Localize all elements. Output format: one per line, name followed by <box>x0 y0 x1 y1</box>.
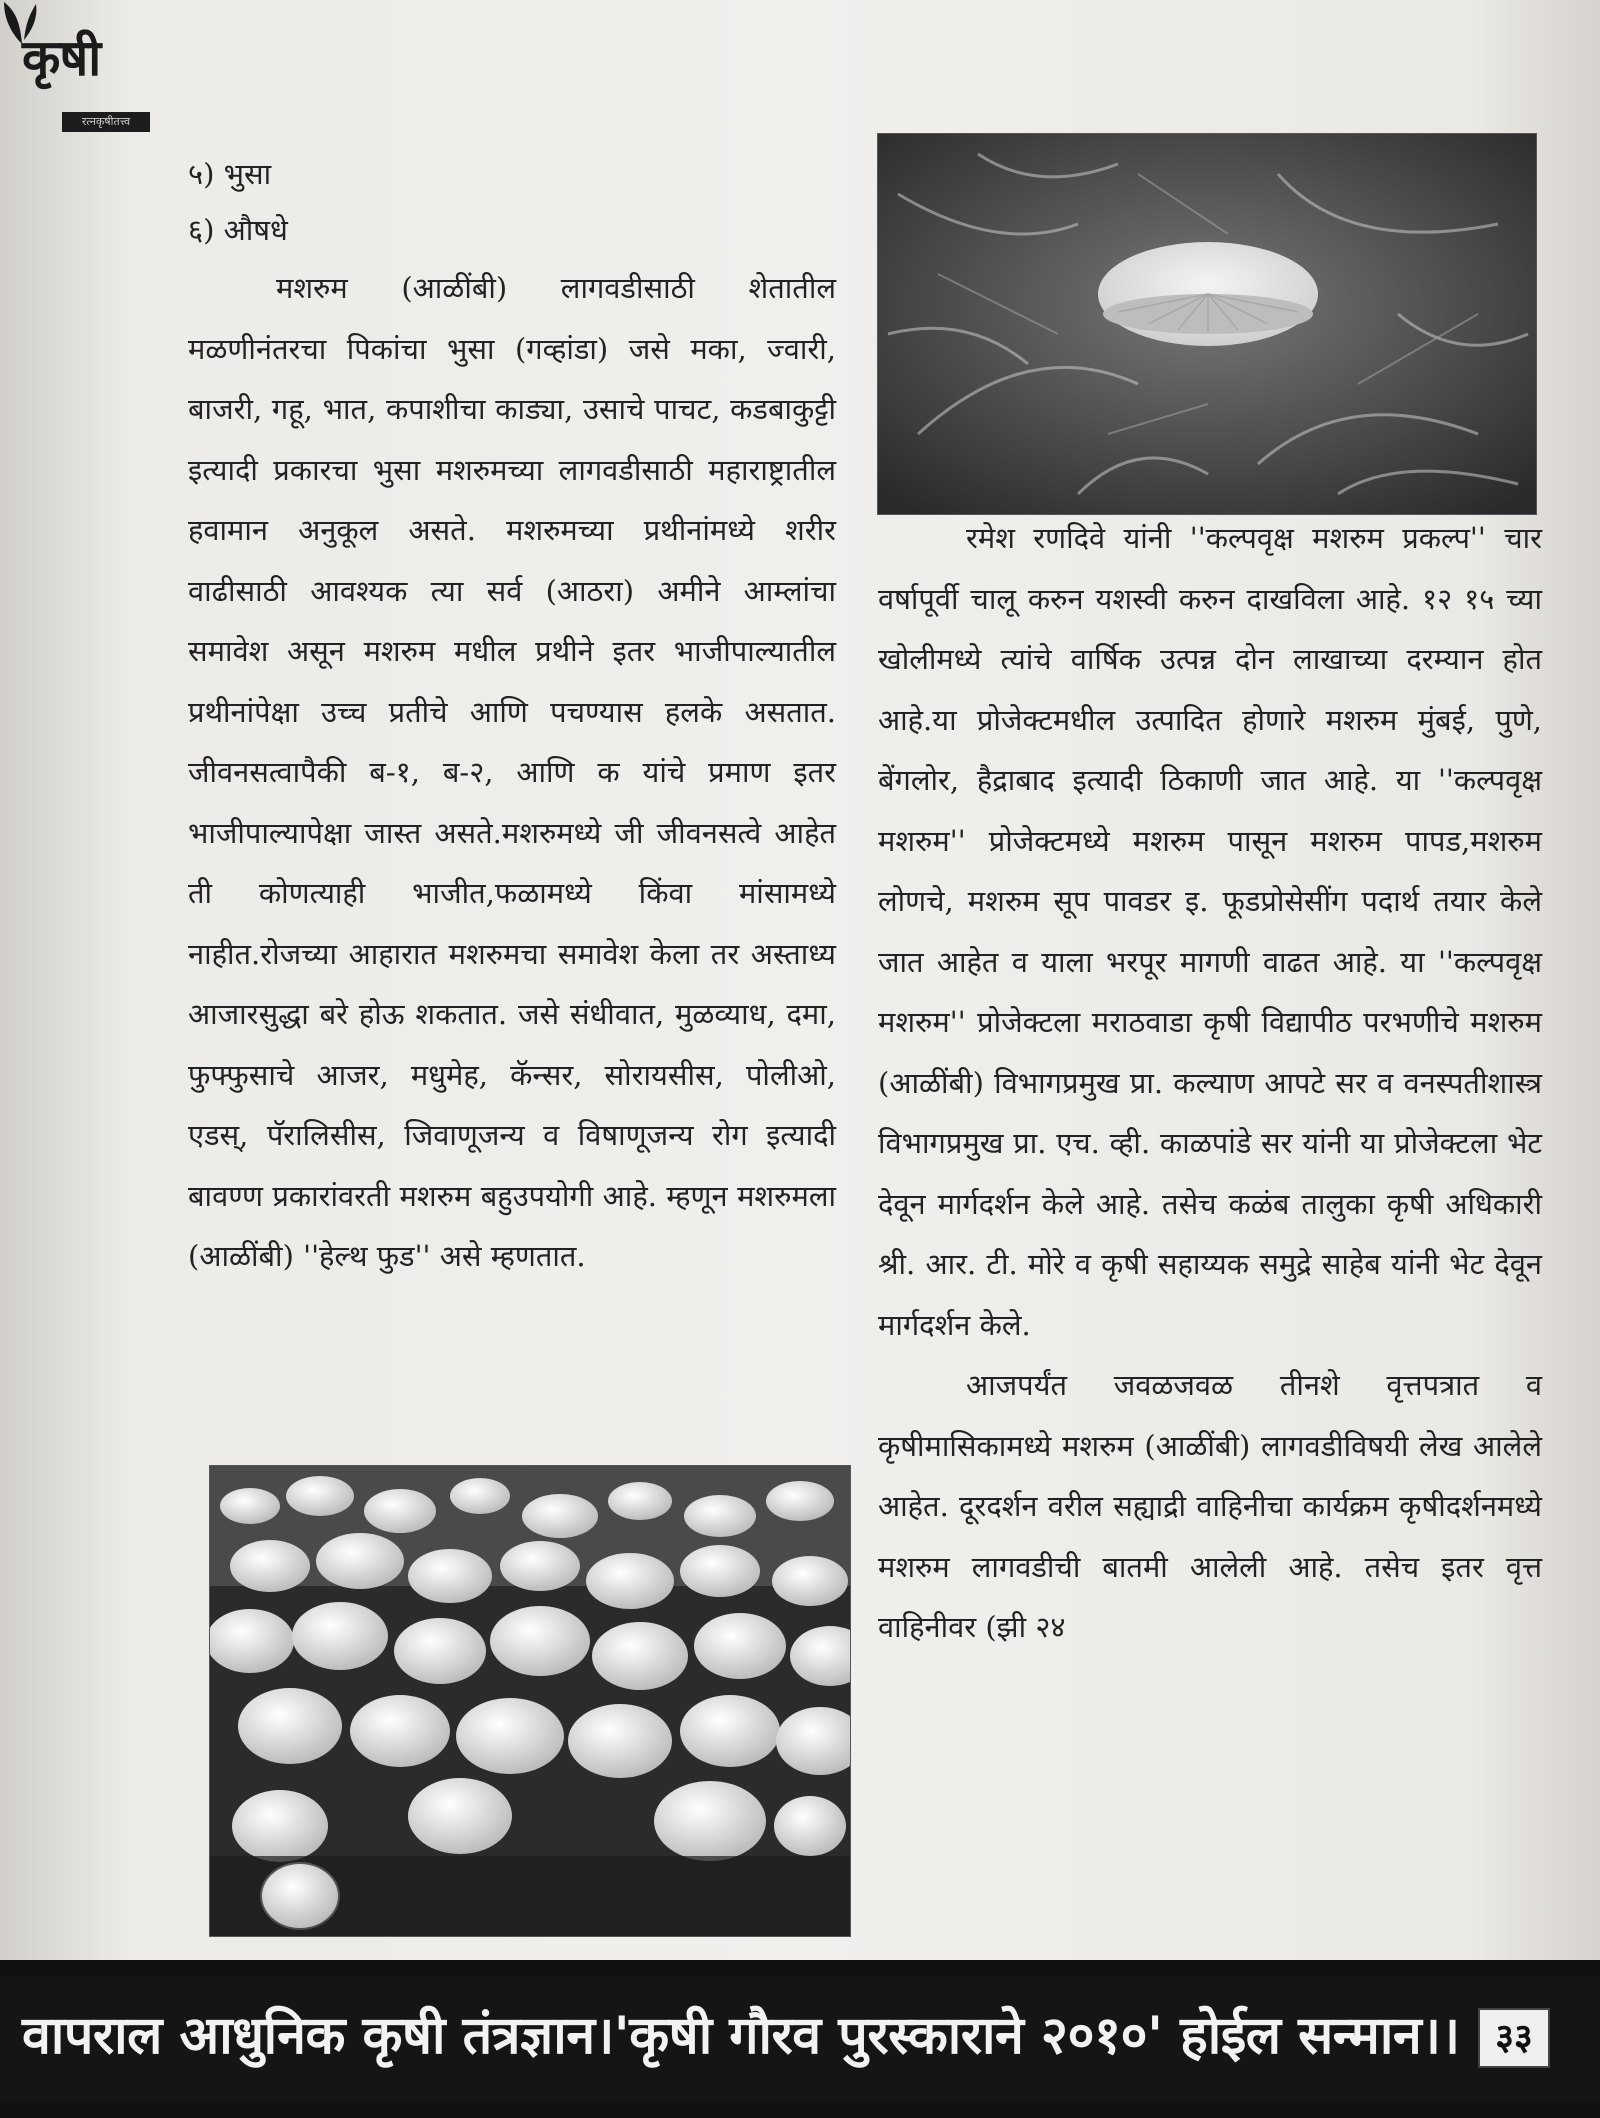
single-mushroom-photo <box>878 134 1536 514</box>
magazine-logo <box>0 0 160 140</box>
footer-slogan: वापराल आधुनिक कृषी तंत्रज्ञान।'कृषी गौरव पुरस्काराने २०१०' होईल सन्मान।। <box>22 2006 1460 2066</box>
logo-subtext: रत्नकृषीतत्त्व <box>62 112 150 132</box>
media-paragraph: आजपर्यंत जवळजवळ तीनशे वृत्तपत्रात व कृषीमासिकामध्ये मशरुम (आळींबी) लागवडीविषयी लेख आलेले आहेत. दूरदर्शन वरील सह्याद्री वाहिनीचा कार्यक्रम कृषीदर्शनमध्ये मशरुम लागवडीची बातमी आलेली आहे. तसेच इतर वृत्त वाहिनीवर (झी २४ <box>878 1368 1542 1644</box>
list-item: ५) भुसा <box>188 157 272 191</box>
right-column <box>878 508 1542 1658</box>
footer-banner <box>0 1960 1600 2118</box>
logo-text: कृषी <box>22 29 101 87</box>
page-number: ३३ <box>1478 2008 1550 2068</box>
mushroom-cluster-photo <box>210 1466 850 1936</box>
left-column <box>188 146 836 1287</box>
list-item: ६) औषधे <box>188 213 288 247</box>
health-food-paragraph: मशरुम (आळींबी) लागवडीसाठी शेतातील मळणीनंतरचा पिकांचा भुसा (गव्हांडा) जसे मका, ज्वारी, बाजरी, गहू, भात, कपाशीचा काड्या, उसाचे पाचट, कडबाकुट्टी इत्यादी प्रकारचा भुसा मशरुमच्या लागवडीसाठी महाराष्ट्रातील हवामान अनुकूल असते. मशरुमच्या प्रथीनांमध्ये शरीर वाढीसाठी आवश्यक त्या सर्व (आठरा) अमीने आम्लांचा समावेश असून मशरुम मधील प्रथीने इतर भाजीपाल्यातील प्रथीनांपेक्षा उच्च प्रतीचे आणि पचण्यास हलके असतात. जीवनसत्वापैकी ब-१, ब-२, आणि क यांचे प्रमाण इतर भाजीपाल्यापेक्षा जास्त असते.मशरुमध्ये जी जीवनसत्वे आहेत ती कोणत्याही भाजीत,फळामध्ये किंवा मांसामध्ये नाहीत.रोजच्या आहारात मशरुमचा समावेश केला तर अस्ताध्य आजारसुद्धा बरे होऊ शकतात. जसे संधीवात, मुळव्याध, दमा, फुफ्फुसाचे आजर, मधुमेह, कॅन्सर, सोरायसीस, पोलीओ, एडस्, पॅरालिसीस, जिवाणूजन्य व विषाणूजन्य रोग इत्यादी बावण्ण प्रकारांवरती मशरुम बहुउपयोगी आहे. म्हणून मशरुमला (आळींबी) ''हेल्थ फुड'' असे म्हणतात. <box>188 271 836 1273</box>
project-paragraph: रमेश रणदिवे यांनी ''कल्पवृक्ष मशरुम प्रकल्प'' चार वर्षापूर्वी चालू करुन यशस्वी करुन दाखविला आहे. १२ १५ च्या खोलीमध्ये त्यांचे वार्षिक उत्पन्न दोन लाखाच्या दरम्यान होत आहे.या प्रोजेक्टमधील उत्पादित होणारे मशरुम मुंबई, पुणे, बेंगलोर, हैद्राबाद इत्यादी ठिकाणी जात आहे. या ''कल्पवृक्ष मशरुम'' प्रोजेक्टमध्ये मशरुम पासून मशरुम पापड,मशरुम लोणचे, मशरुम सूप पावडर इ. फूडप्रोसेसींग पदार्थ तयार केले जात आहेत व याला भरपूर मागणी वाढत आहे. या ''कल्पवृक्ष मशरुम'' प्रोजेक्टला मराठवाडा कृषी विद्यापीठ परभणीचे मशरुम (आळींबी) विभागप्रमुख प्रा. कल्याण आपटे सर व वनस्पतीशास्त्र विभागप्रमुख प्रा. एच. व्ही. काळपांडे सर यांनी या प्रोजेक्टला भेट देवून मार्गदर्शन केले आहे. तसेच कळंब तालुका कृषी अधिकारी श्री. आर. टी. मोरे व कृषी सहाय्यक समुद्रे साहेब यांनी भेट देवून मार्गदर्शन केले. <box>878 521 1542 1342</box>
